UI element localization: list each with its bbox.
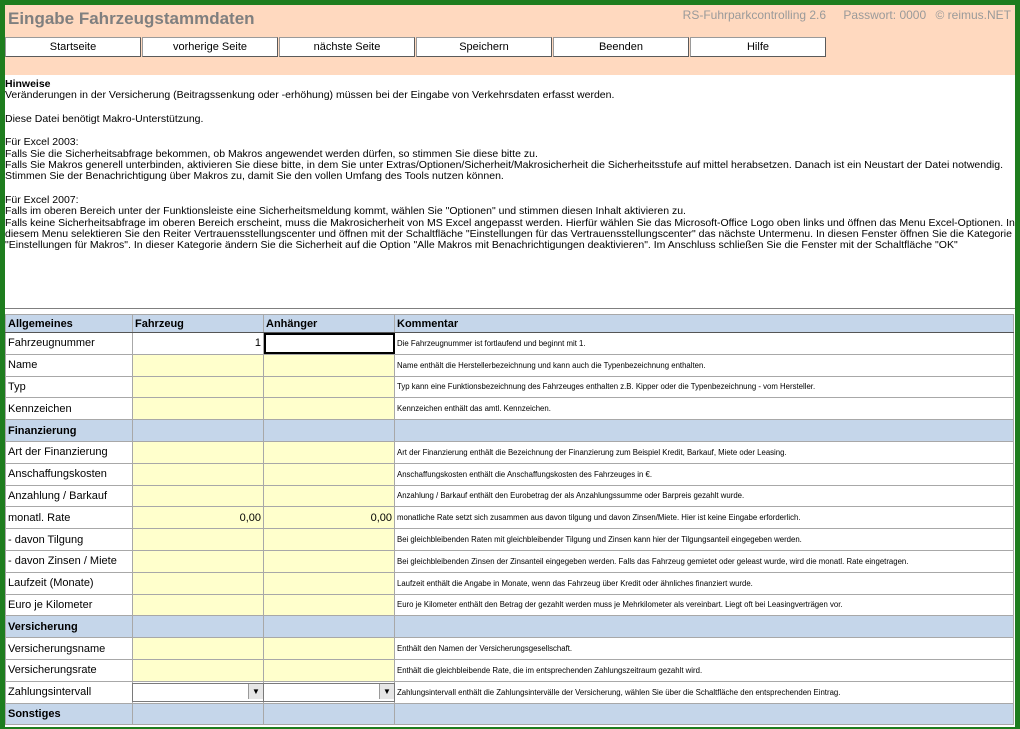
row-label: - davon Zinsen / Miete xyxy=(6,550,133,572)
vehicle-cell[interactable] xyxy=(133,354,264,376)
section-divider xyxy=(5,308,1015,309)
row-comment: Art der Finanzierung enthält die Bezeichnung der Finanzierung zum Beispiel Kredit, Barkauf, Miete oder Leasing. xyxy=(395,441,1014,463)
trailer-cell[interactable] xyxy=(264,485,395,507)
notes-line: Diese Datei benötigt Makro-Unterstützung. xyxy=(5,112,204,125)
vehicle-cell[interactable] xyxy=(133,572,264,594)
quit-button[interactable]: Beenden xyxy=(553,37,689,57)
table-row xyxy=(6,638,1014,660)
table-header-row xyxy=(6,315,1014,333)
section-label: Versicherung xyxy=(6,616,133,638)
header-bar xyxy=(5,5,1015,75)
row-comment: monatliche Rate setzt sich zusammen aus davon tilgung und davon Zinsen/Miete. Hier ist keine Eingabe erforderlich. xyxy=(395,507,1014,529)
notes-heading: Hinweise xyxy=(5,78,51,90)
section-row xyxy=(6,616,1014,638)
trailer-cell[interactable]: 0,00 xyxy=(264,507,395,529)
vehicle-cell[interactable]: 1 xyxy=(133,333,264,355)
column-header-vehicle: Fahrzeug xyxy=(133,315,264,333)
section-label: Sonstiges xyxy=(6,703,133,725)
row-label: Kennzeichen xyxy=(6,398,133,420)
row-label: Versicherungsrate xyxy=(6,659,133,681)
section-row xyxy=(6,703,1014,725)
table-row xyxy=(6,398,1014,420)
row-label: - davon Tilgung xyxy=(6,529,133,551)
notes-line: Falls im oberen Bereich unter der Funktionsleiste eine Sicherheitsmeldung kommt, wählen Sie "Optionen" und stimmen diesen Inhalt aktivieren zu. xyxy=(5,205,686,218)
trailer-cell[interactable] xyxy=(264,398,395,420)
notes-section xyxy=(5,78,1018,252)
chevron-down-icon[interactable]: ▼ xyxy=(248,684,263,699)
row-label: Name xyxy=(6,354,133,376)
section-cell xyxy=(395,703,1014,725)
table-row xyxy=(6,441,1014,463)
trailer-cell[interactable] xyxy=(264,681,395,703)
vehicle-cell[interactable] xyxy=(133,638,264,660)
row-comment: Anzahlung / Barkauf enthält den Eurobetrag der als Anzahlungssumme oder Barpreis gezahlt wurde. xyxy=(395,485,1014,507)
row-label: Typ xyxy=(6,376,133,398)
row-comment: Typ kann eine Funktionsbezeichnung des Fahrzeuges enthalten z.B. Kipper oder die Typenbezeichnung - vom Hersteller. xyxy=(395,376,1014,398)
row-comment: Bei gleichbleibenden Zinsen der Zinsanteil eingegeben werden. Falls das Fahrzeug gemietet oder geleast wurde, wird die monatl. Rate eingetragen. xyxy=(395,550,1014,572)
notes-excel2007-heading: Für Excel 2007: xyxy=(5,193,79,206)
toolbar xyxy=(5,37,1015,59)
row-label: Anschaffungskosten xyxy=(6,463,133,485)
section-cell xyxy=(133,616,264,638)
notes-excel2003-heading: Für Excel 2003: xyxy=(5,136,79,149)
row-comment: Laufzeit enthält die Angabe in Monate, wenn das Fahrzeug über Kredit oder ähnliches finanziert wurde. xyxy=(395,572,1014,594)
section-row xyxy=(6,420,1014,442)
vehicle-cell[interactable]: 0,00 xyxy=(133,507,264,529)
trailer-cell[interactable] xyxy=(264,376,395,398)
row-label: Laufzeit (Monate) xyxy=(6,572,133,594)
trailer-cell[interactable] xyxy=(264,354,395,376)
column-header-trailer: Anhänger xyxy=(264,315,395,333)
vehicle-data-table xyxy=(5,314,1014,725)
section-cell xyxy=(264,703,395,725)
vehicle-cell[interactable] xyxy=(133,594,264,616)
row-comment: Enthält die gleichbleibende Rate, die im entsprechenden Zahlungszeitraum gezahlt wird. xyxy=(395,659,1014,681)
trailer-cell[interactable] xyxy=(264,572,395,594)
notes-line: Veränderungen in der Versicherung (Beitragssenkung oder -erhöhung) müssen bei der Eingabe von Verkehrsdaten erfasst werden. xyxy=(5,89,615,102)
app-frame xyxy=(5,5,1018,727)
chevron-down-icon[interactable]: ▼ xyxy=(379,684,394,699)
row-label: Anzahlung / Barkauf xyxy=(6,485,133,507)
trailer-cell[interactable] xyxy=(264,638,395,660)
save-button[interactable]: Speichern xyxy=(416,37,552,57)
section-cell xyxy=(133,420,264,442)
trailer-cell[interactable] xyxy=(264,550,395,572)
section-cell xyxy=(264,420,395,442)
row-comment: Euro je Kilometer enthält den Betrag der gezahlt werden muss je Mehrkilometer als vereinbart. Liegt oft bei Leasingverträgen vor. xyxy=(395,594,1014,616)
table-row xyxy=(6,333,1014,355)
vehicle-interval-select[interactable] xyxy=(132,683,264,702)
password-hint: Passwort: 0000 xyxy=(843,8,927,22)
previous-page-button[interactable]: vorherige Seite xyxy=(142,37,278,57)
vehicle-cell[interactable] xyxy=(133,529,264,551)
section-cell xyxy=(133,703,264,725)
row-comment: Anschaffungskosten enthält die Anschaffungskosten des Fahrzeuges in €. xyxy=(395,463,1014,485)
trailer-cell[interactable] xyxy=(264,441,395,463)
table-row xyxy=(6,681,1014,703)
trailer-cell[interactable] xyxy=(264,463,395,485)
row-comment: Enthält den Namen der Versicherungsgesellschaft. xyxy=(395,638,1014,660)
vehicle-cell[interactable] xyxy=(133,441,264,463)
vehicle-cell[interactable] xyxy=(133,681,264,703)
trailer-cell[interactable] xyxy=(264,594,395,616)
row-label: Euro je Kilometer xyxy=(6,594,133,616)
table-row xyxy=(6,463,1014,485)
row-label: monatl. Rate xyxy=(6,507,133,529)
copyright: © reimus.NET xyxy=(935,8,1011,22)
next-page-button[interactable]: nächste Seite xyxy=(279,37,415,57)
trailer-cell[interactable] xyxy=(264,333,395,355)
section-cell xyxy=(264,616,395,638)
table-row xyxy=(6,485,1014,507)
table-row xyxy=(6,550,1014,572)
row-comment: Name enthält die Herstellerbezeichnung und kann auch die Typenbezeichnung enthalten. xyxy=(395,354,1014,376)
row-label: Fahrzeugnummer xyxy=(6,333,133,355)
row-comment: Kennzeichen enthält das amtl. Kennzeichen. xyxy=(395,398,1014,420)
vehicle-cell[interactable] xyxy=(133,376,264,398)
trailer-interval-select[interactable] xyxy=(263,683,395,702)
notes-line: Falls Sie die Sicherheitsabfrage bekommen, ob Makros angewendet werden dürfen, so stimmen Sie diese bitte zu. xyxy=(5,147,538,160)
notes-line: Falls keine Sicherheitsabfrage im oberen Bereich erscheint, muss die Makrosicherheit von MS Excel angepasst werden. Hierfür wählen Sie das Microsoft-Office Logo oben links und öffnen das Menu Excel-Optionen. In diesem Menu selektieren Sie den Reiter Vertrauensstellungscenter und öffnen mit der Schaltfläche "Einstellungen für das Vertrauensstellungscenter" das nächste Untermenu. In diesen Fenster öffnen Sie die Kategorie "Einstellungen für Makros". In dieser Kategorie ändern Sie die Sicherheit auf die Option "Alle Makros mit Benachrichtigungen deaktivieren". Im Anschluss schließen Sie die Fenster mit der Schaltfläche "OK" xyxy=(5,216,1018,252)
column-header-general: Allgemeines xyxy=(6,315,133,333)
row-label: Zahlungsintervall xyxy=(6,681,133,703)
row-comment: Bei gleichbleibenden Raten mit gleichbleibender Tilgung und Zinsen kann hier der Tilgungsanteil eingegeben werden. xyxy=(395,529,1014,551)
row-label: Versicherungsname xyxy=(6,638,133,660)
trailer-cell[interactable] xyxy=(264,529,395,551)
vehicle-cell[interactable] xyxy=(133,485,264,507)
vehicle-cell[interactable] xyxy=(133,463,264,485)
app-info xyxy=(669,8,1011,22)
trailer-cell[interactable] xyxy=(264,659,395,681)
section-cell xyxy=(395,420,1014,442)
table-row xyxy=(6,572,1014,594)
table-row xyxy=(6,594,1014,616)
table-row xyxy=(6,376,1014,398)
row-comment: Die Fahrzeugnummer ist fortlaufend und beginnt mit 1. xyxy=(395,333,1014,355)
table-row xyxy=(6,507,1014,529)
table-row xyxy=(6,529,1014,551)
table-row xyxy=(6,659,1014,681)
help-button[interactable]: Hilfe xyxy=(690,37,826,57)
row-label: Art der Finanzierung xyxy=(6,441,133,463)
page-title: Eingabe Fahrzeugstammdaten xyxy=(8,9,255,28)
section-label: Finanzierung xyxy=(6,420,133,442)
table-row xyxy=(6,354,1014,376)
app-name: RS-Fuhrparkcontrolling 2.6 xyxy=(682,8,827,22)
column-header-comment: Kommentar xyxy=(395,315,1014,333)
vehicle-cell[interactable] xyxy=(133,398,264,420)
home-button[interactable]: Startseite xyxy=(5,37,141,57)
section-cell xyxy=(395,616,1014,638)
row-comment: Zahlungsintervall enthält die Zahlungsintervälle der Versicherung, wählen Sie über die Schaltfläche den entsprechenden Eintrag. xyxy=(395,681,1014,703)
vehicle-cell[interactable] xyxy=(133,659,264,681)
notes-line: Falls Sie Makros generell unterbinden, aktivieren Sie diese bitte, in dem Sie unter Extras/Optionen/Sicherheit/Makrosicherheit die Sicherheitsstufe auf mittel herabsetzen. Danach ist ein Neustart der Datei notwendig. Stimmen Sie der Benachrichtigung über Makros zu, damit Sie den vollen Umfang des Tools nutzen können. xyxy=(5,159,1006,183)
vehicle-cell[interactable] xyxy=(133,550,264,572)
